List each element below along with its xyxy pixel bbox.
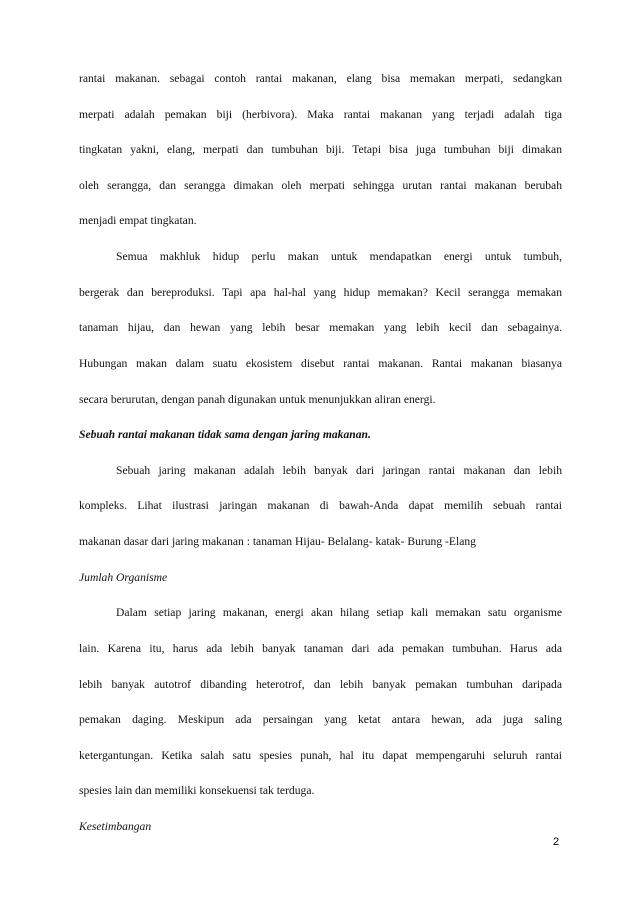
paragraph-line: rantai makanan. sebagai contoh rantai makanan, elang bisa memakan merpati, sedangkan [79, 72, 562, 85]
paragraph-line: pemakan daging. Meskipun ada persaingan yang ketat antara hewan, ada juga saling [79, 713, 562, 726]
paragraph-line: merpati adalah pemakan biji (herbivora). Maka rantai makanan yang terjadi adalah tiga [79, 108, 562, 121]
paragraph-line: tanaman hijau, dan hewan yang lebih besar memakan yang lebih kecil dan sebagainya. [79, 321, 562, 334]
paragraph-line: menjadi empat tingkatan. [79, 214, 197, 227]
paragraph-line: oleh serangga, dan serangga dimakan oleh merpati sehingga urutan rantai makanan berubah [79, 179, 562, 192]
paragraph-line: ketergantungan. Ketika salah satu spesies punah, hal itu dapat mempengaruhi seluruh rantai [79, 749, 562, 762]
paragraph-line: lain. Karena itu, harus ada lebih banyak tanaman dari ada pemakan tumbuhan. Harus ada [79, 642, 562, 655]
section-heading: Sebuah rantai makanan tidak sama dengan jaring makanan. [79, 428, 371, 441]
section-heading: Kesetimbangan [79, 820, 152, 833]
paragraph-line: tingkatan yakni, elang, merpati dan tumbuhan biji. Tetapi bisa juga tumbuhan biji dimakan [79, 143, 562, 156]
paragraph-line: makanan dasar dari jaring makanan : tanaman Hijau- Belalang- katak- Burung -Elang [79, 535, 476, 548]
section-heading: Jumlah Organisme [79, 571, 168, 584]
paragraph-line: spesies lain dan memiliki konsekuensi tak terduga. [79, 784, 315, 797]
paragraph-line: secara berurutan, dengan panah digunakan untuk menunjukkan aliran energi. [79, 393, 436, 406]
paragraph-line: Dalam setiap jaring makanan, energi akan hilang setiap kali memakan satu organisme [116, 606, 562, 619]
paragraph-line: Sebuah jaring makanan adalah lebih banyak dari jaringan rantai makanan dan lebih [116, 464, 562, 477]
paragraph-line: lebih banyak autotrof dibanding heterotrof, dan lebih banyak pemakan tumbuhan daripada [79, 678, 562, 691]
paragraph-line: bergerak dan bereproduksi. Tapi apa hal-hal yang hidup memakan? Kecil serangga memakan [79, 286, 562, 299]
paragraph-line: Hubungan makan dalam suatu ekosistem disebut rantai makanan. Rantai makanan biasanya [79, 357, 562, 370]
paragraph-line: Semua makhluk hidup perlu makan untuk mendapatkan energi untuk tumbuh, [116, 250, 562, 263]
paragraph-line: kompleks. Lihat ilustrasi jaringan makanan di bawah-Anda dapat memilih sebuah rantai [79, 499, 562, 512]
page-number: 2 [553, 836, 560, 848]
